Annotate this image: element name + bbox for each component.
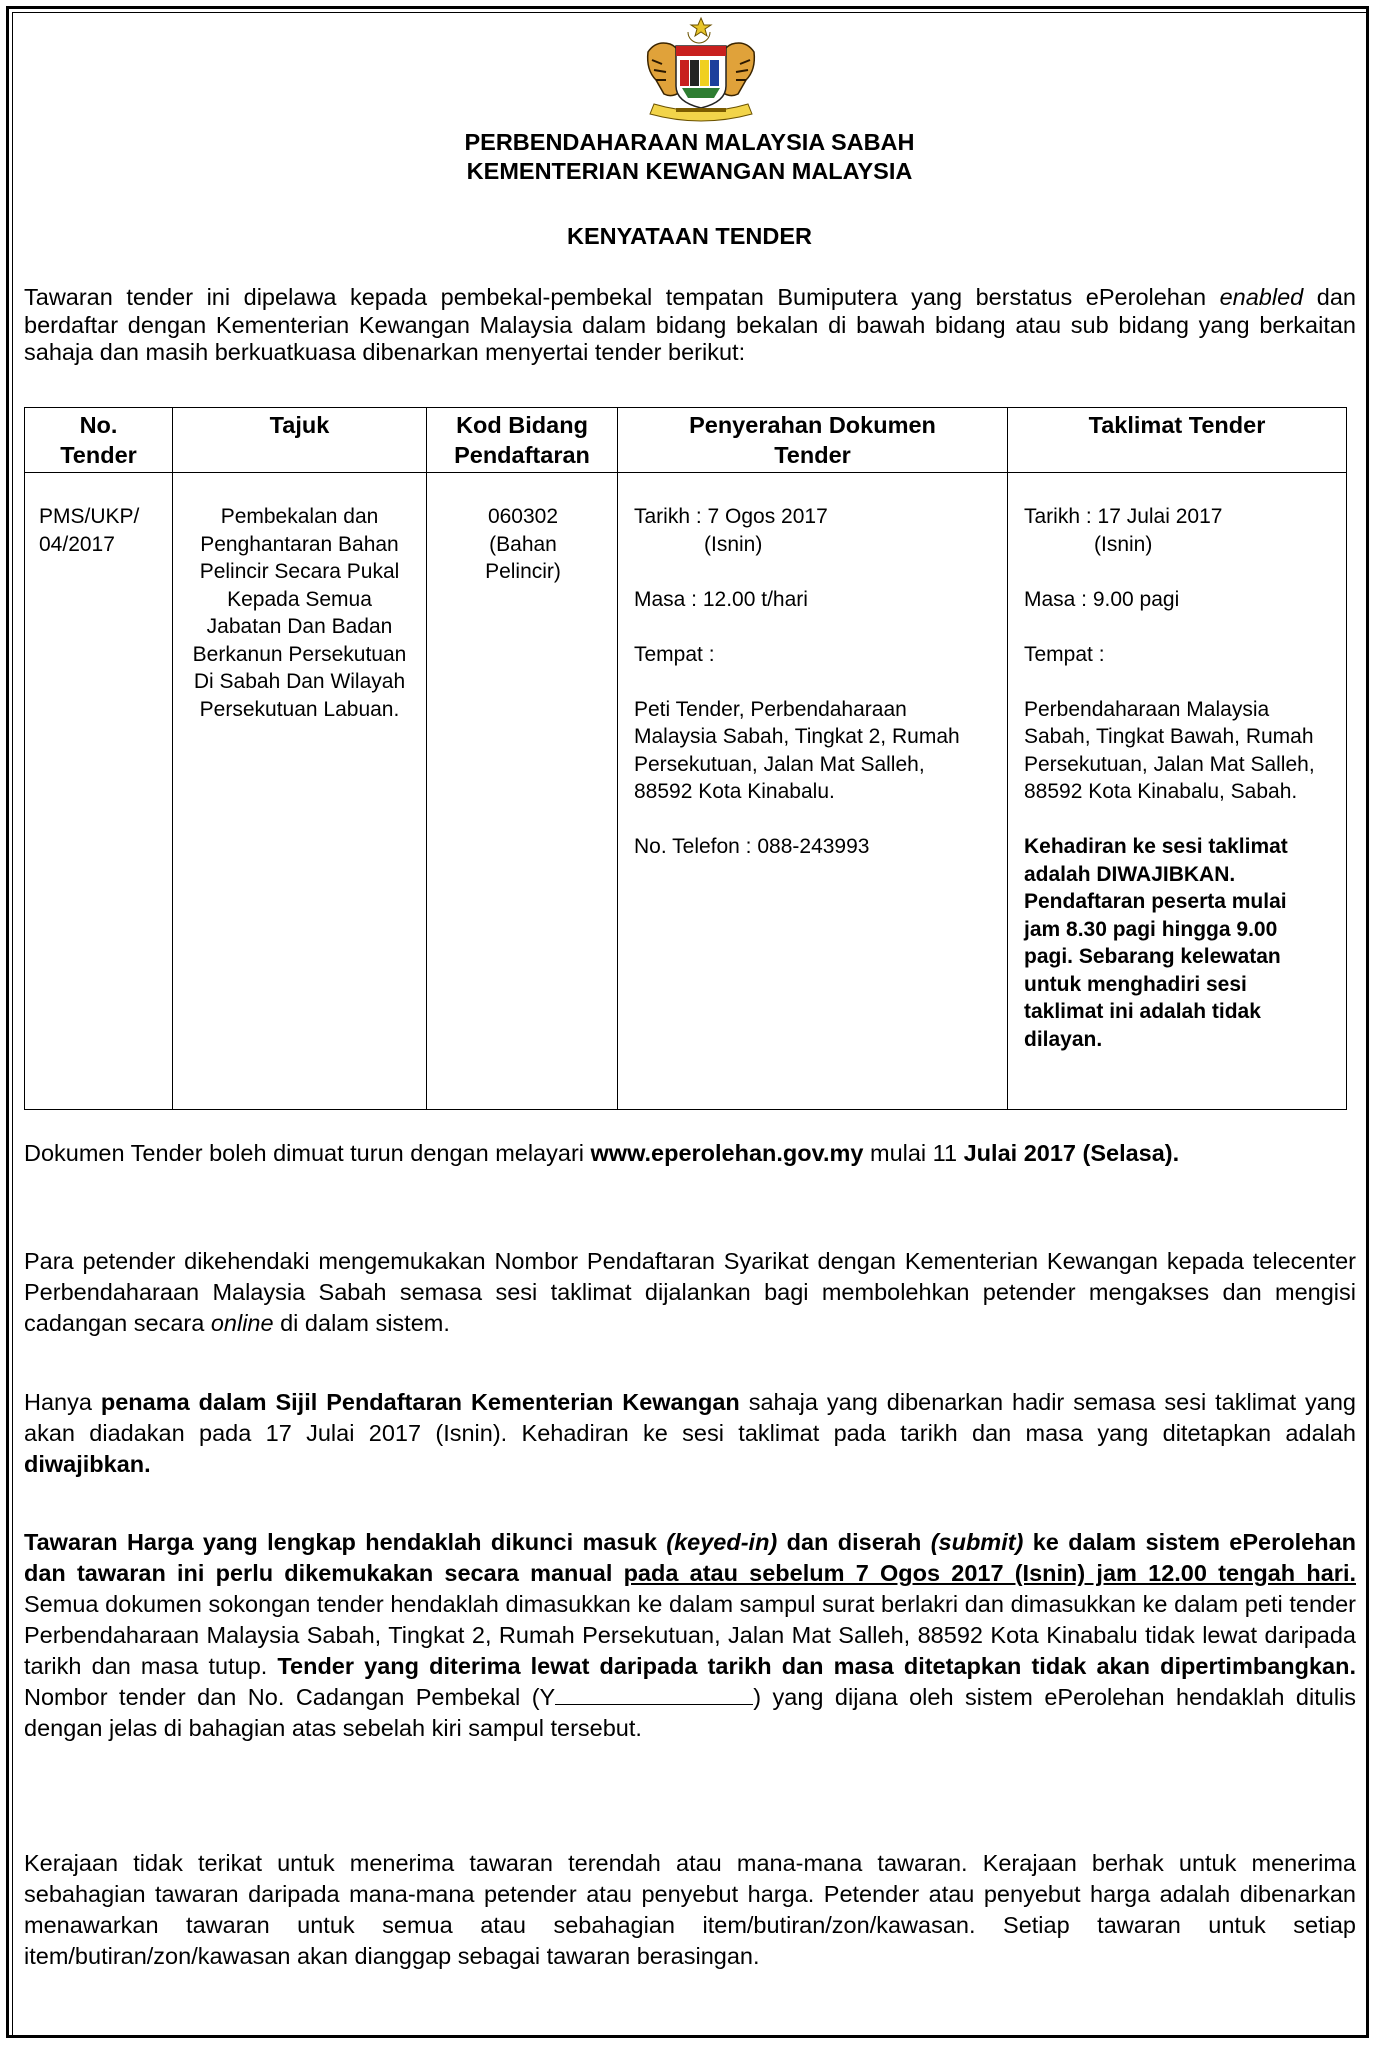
cadangan-blank-line [555, 1684, 753, 1705]
coat-of-arms-icon [634, 16, 768, 124]
hanya-text-cont: sahaja yang dibenarkan hadir semasa sesi taklimat yang akan diadakan pada 17 Julai 2017 (Isnin). Kehadiran ke sesi taklimat pada tarikh dan masa yang ditetapkan adalah [24, 1389, 1356, 1446]
eperolehan-url: www.eperolehan.gov.my [590, 1140, 864, 1166]
org-name-line2: KEMENTERIAN KEWANGAN MALAYSIA [466, 158, 913, 184]
table-header-row [25, 408, 1347, 473]
dokumen-text: Dokumen Tender boleh dimuat turun dengan melayari [24, 1140, 591, 1166]
intro-paragraph [24, 284, 1356, 367]
penyerahan-hari: (Isnin) [704, 532, 763, 556]
cell-no-tender: PMS/UKP/ 04/2017 [25, 473, 173, 1110]
tawaran-keyed-in: (keyed-in) [666, 1529, 778, 1555]
petender-text-end: di dalam sistem. [273, 1310, 450, 1336]
cell-taklimat [1008, 473, 1347, 1110]
tawaran-bold-4: Tender yang diterima lewat daripada tarikh dan masa ditetapkan tidak akan dipertimbangkan. [277, 1653, 1356, 1679]
penyerahan-masa: Masa : 12.00 t/hari [634, 587, 808, 611]
intro-text-cont: dan berdaftar dengan Kementerian Kewangan Malaysia dalam bidang bekalan di bawah bidang atau sub bidang yang berkaitan sahaja dan masih berkuatkuasa dibenarkan menyertai tender berikut: [24, 284, 1356, 365]
dokumen-date: Julai 2017 (Selasa). [963, 1140, 1180, 1166]
kerajaan-paragraph [24, 1848, 1356, 1972]
penyerahan-tarikh: Tarikh : 7 Ogos 2017 [634, 505, 828, 528]
tawaran-bold-2: dan diserah [777, 1529, 931, 1555]
col-header-kod-bidang: Kod Bidang Pendaftaran [427, 408, 618, 473]
hanya-diwajibkan: diwajibkan. [24, 1451, 151, 1477]
tawaran-deadline: pada atau sebelum 7 Ogos 2017 (Isnin) jam 12.00 tengah hari. [623, 1560, 1356, 1586]
tawaran-bold-1: Tawaran Harga yang lengkap hendaklah dikunci masuk [24, 1529, 667, 1555]
dokumen-paragraph [24, 1138, 1356, 1169]
taklimat-tempat-label: Tempat : [1024, 642, 1105, 666]
taklimat-tarikh: Tarikh : 17 Julai 2017 [1024, 505, 1223, 528]
col-header-penyerahan: Penyerahan Dokumen Tender [618, 408, 1008, 473]
penyerahan-tempat-label: Tempat : [634, 642, 715, 666]
petender-online: online [210, 1310, 274, 1336]
hanya-paragraph [24, 1387, 1356, 1480]
taklimat-hari: (Isnin) [1094, 532, 1153, 556]
table-row [25, 473, 1347, 1110]
org-name-line1: PERBENDAHARAAN MALAYSIA SABAH [464, 129, 915, 155]
cell-kod-bidang: 060302 (Bahan Pelincir) [427, 473, 618, 1110]
petender-paragraph [24, 1246, 1356, 1339]
intro-text: Tawaran tender ini dipelawa kepada pembekal-pembekal tempatan Bumiputera yang berstatus ePerolehan [24, 284, 1220, 310]
hanya-bold: penama dalam Sijil Pendaftaran Kementerian Kewangan [100, 1389, 740, 1415]
petender-text: Para petender dikehendaki mengemukakan Nombor Pendaftaran Syarikat dengan Kementerian Kewangan kepada telecenter Perbendaharaan Malaysia Sabah semasa sesi taklimat dijalankan bagi membolehkan petender mengakses dan mengisi cadangan secara [24, 1248, 1356, 1336]
dokumen-text-mulai: mulai 11 [863, 1140, 964, 1166]
tawaran-paragraph [24, 1527, 1356, 1744]
col-header-no-tender: No. Tender [25, 408, 173, 473]
tawaran-bold-3: ke dalam sistem ePerolehan dan tawaran ini perlu dikemukakan secara manual [24, 1529, 1356, 1586]
tawaran-text-3: ) yang dijana oleh sistem ePerolehan hendaklah ditulis dengan jelas di bahagian atas sebelah kiri sampul tersebut. [24, 1684, 1357, 1741]
tawaran-text-1: Semua dokumen sokongan tender hendaklah dimasukkan ke dalam sampul surat berlakri dan dimasukkan ke dalam peti tender Perbendaharaan Malaysia Sabah, Tingkat 2, Rumah Persekutuan, Jalan Mat Salleh, 88592 Kota Kinabalu tidak lewat daripada tarikh dan masa tutup. [24, 1591, 1356, 1679]
cell-tajuk: Pembekalan dan Penghantaran Bahan Pelincir Secara Pukal Kepada Semua Jabatan Dan Badan Berkanun Persekutuan Di Sabah Dan Wilayah Persekutuan Labuan. [173, 473, 427, 1110]
taklimat-notis: Kehadiran ke sesi taklimat adalah DIWAJIBKAN. Pendaftaran peserta mulai jam 8.30 pagi hingga 9.00 pagi. Sebarang kelewatan untuk menghadiri sesi taklimat ini adalah tidak dilayan. [1024, 835, 1288, 1051]
penyerahan-tempat: Peti Tender, Perbendaharaan Malaysia Sabah, Tingkat 2, Rumah Persekutuan, Jalan Mat Salleh, 88592 Kota Kinabalu. [634, 697, 960, 803]
hanya-text: Hanya [24, 1389, 101, 1415]
col-header-tajuk: Tajuk [173, 408, 427, 473]
tender-table [24, 407, 1347, 1110]
taklimat-tempat: Perbendaharaan Malaysia Sabah, Tingkat Bawah, Rumah Persekutuan, Jalan Mat Salleh, 88592 Kota Kinabalu, Sabah. [1024, 697, 1315, 803]
cell-penyerahan [618, 473, 1008, 1110]
col-header-taklimat: Taklimat Tender [1008, 408, 1347, 473]
tawaran-submit: (submit) [930, 1529, 1024, 1555]
page-title: KENYATAAN TENDER [566, 223, 813, 249]
taklimat-masa: Masa : 9.00 pagi [1024, 587, 1180, 611]
intro-enabled: enabled [1219, 284, 1304, 310]
kerajaan-text: Kerajaan tidak terikat untuk menerima tawaran terendah atau mana-mana tawaran. Kerajaan berhak untuk menerima sebahagian tawaran daripada mana-mana petender atau penyebut harga. Petender atau penyebut harga adalah dibenarkan menawarkan tawaran untuk semua atau sebahagian item/butiran/zon/kawasan. Setiap tawaran untuk setiap item/butiran/zon/kawasan akan dianggap sebagai tawaran berasingan. [24, 1850, 1356, 1969]
penyerahan-telefon: No. Telefon : 088-243993 [634, 835, 870, 858]
tawaran-text-2: Nombor tender dan No. Cadangan Pembekal (Y [24, 1684, 556, 1710]
